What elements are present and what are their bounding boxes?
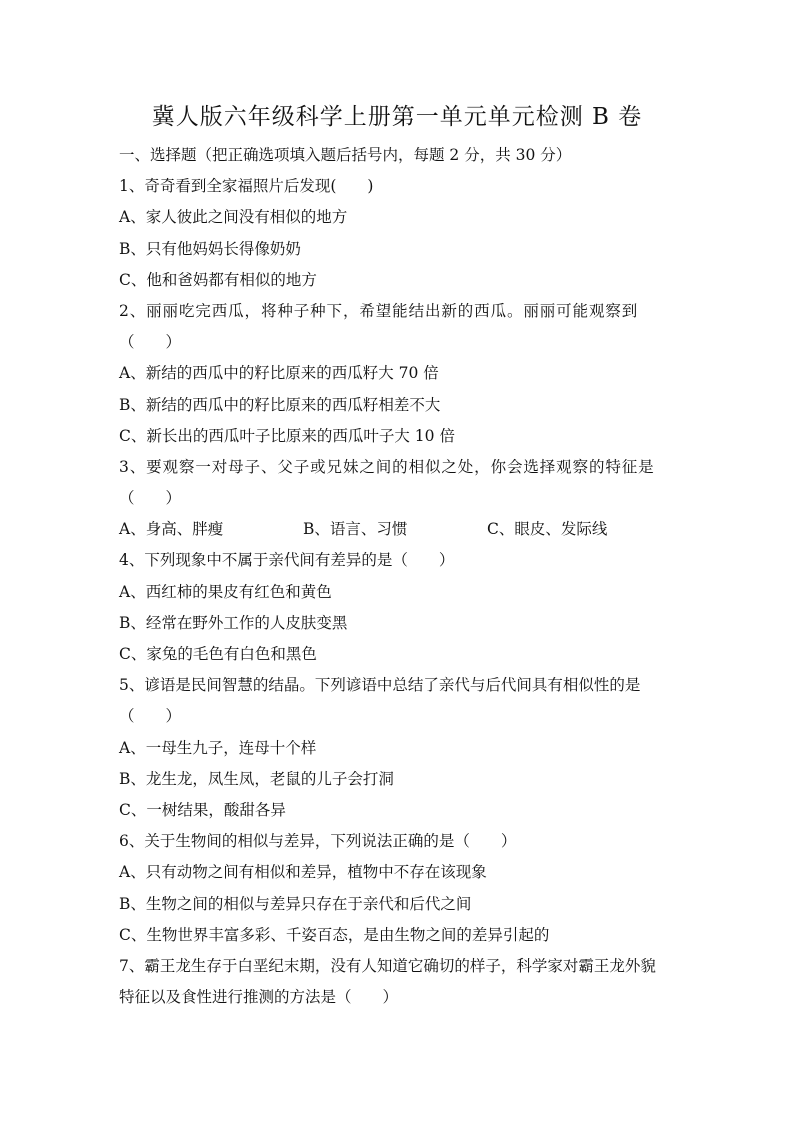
question-6-option-c: C、生物世界丰富多彩、千姿百态，是由生物之间的差异引起的 xyxy=(119,925,550,944)
question-5-option-a: A、一母生九子，连母十个样 xyxy=(119,738,317,757)
question-4-option-b: B、经常在野外工作的人皮肤变黑 xyxy=(119,613,348,632)
question-2-option-b: B、新结的西瓜中的籽比原来的西瓜籽相差不大 xyxy=(119,395,441,414)
question-5-option-c: C、一树结果，酸甜各异 xyxy=(119,800,286,819)
question-3-option-b: B、语言、习惯 xyxy=(303,520,408,539)
question-stem-5-continued: （ ） xyxy=(119,707,182,726)
question-6-option-b: B、生物之间的相似与差异只存在于亲代和后代之间 xyxy=(119,894,472,913)
document-title: 冀人版六年级科学上册第一单元单元检测 B 卷 xyxy=(151,104,643,130)
question-stem-2-continued: （ ） xyxy=(119,333,182,352)
question-2-option-c: C、新长出的西瓜叶子比原来的西瓜叶子大 10 倍 xyxy=(119,426,455,445)
question-stem-3: 3、要观察一对母子、父子或兄妹之间的相似之处，你会选择观察的特征是 xyxy=(119,457,655,476)
question-stem-6: 6、关于生物间的相似与差异，下列说法正确的是（ ） xyxy=(119,832,517,851)
question-1-option-c: C、他和爸妈都有相似的地方 xyxy=(119,270,317,289)
question-6-option-a: A、只有动物之间有相似和差异，植物中不存在该现象 xyxy=(119,863,487,882)
question-4-option-a: A、西红柿的果皮有红色和黄色 xyxy=(119,582,332,601)
question-stem-3-continued: （ ） xyxy=(119,489,182,508)
question-5-option-b: B、龙生龙，凤生凤，老鼠的儿子会打洞 xyxy=(119,769,394,788)
question-1-option-a: A、家人彼此之间没有相似的地方 xyxy=(119,208,348,227)
question-1-option-b: B、只有他妈妈长得像奶奶 xyxy=(119,239,301,258)
question-3-options xyxy=(119,514,679,545)
question-3-option-c: C、眼皮、发际线 xyxy=(487,520,608,539)
question-list xyxy=(119,140,679,1013)
question-stem-1: 1、奇奇看到全家福照片后发现( ) xyxy=(119,177,374,196)
section-heading: 一、选择题（把正确选项填入题后括号内，每题 2 分，共 30 分） xyxy=(119,146,572,164)
question-stem-4: 4、下列现象中不属于亲代间有差异的是（ ） xyxy=(119,551,455,570)
question-3-option-a: A、身高、胖瘦 xyxy=(119,520,224,539)
question-stem-5: 5、谚语是民间智慧的结晶。下列谚语中总结了亲代与后代间具有相似性的是 xyxy=(119,676,641,695)
question-4-option-c: C、家兔的毛色有白色和黑色 xyxy=(119,645,317,663)
question-stem-7: 7、霸王龙生存于白垩纪末期，没有人知道它确切的样子，科学家对霸王龙外貌 xyxy=(119,956,656,975)
question-stem-7-continued: 特征以及食性进行推测的方法是（ ） xyxy=(119,988,399,1007)
question-stem-2: 2、丽丽吃完西瓜，将种子种下，希望能结出新的西瓜。丽丽可能观察到 xyxy=(119,301,639,320)
question-2-option-a: A、新结的西瓜中的籽比原来的西瓜籽大 70 倍 xyxy=(119,364,439,383)
